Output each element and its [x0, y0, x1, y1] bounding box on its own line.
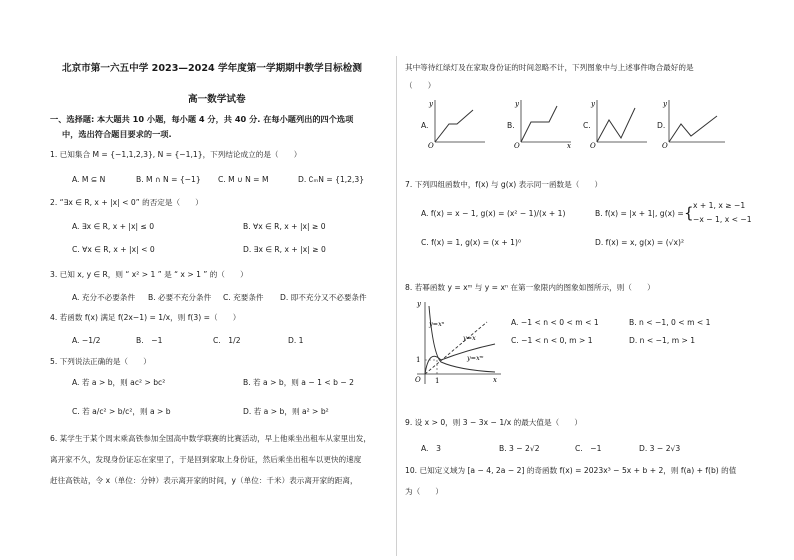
q7-option-c: C. f(x) = 1, g(x) = (x + 1)⁰ — [421, 238, 521, 247]
graph-a-y-label: y — [429, 100, 433, 108]
q1-option-a: A. M ⊆ N — [72, 175, 106, 184]
q2-option-c: C. ∀x ∈ R, x + |x| < 0 — [72, 245, 155, 254]
q5-stem: 5. 下列说法正确的是（ ） — [50, 357, 151, 366]
q1-option-b: B. M ∩ N = {−1} — [136, 175, 201, 184]
q6-graph-c-label: C. — [583, 121, 591, 130]
q6-graph-a — [427, 96, 487, 148]
q8-option-a: A. −1 < n < 0 < m < 1 — [511, 318, 599, 327]
q4-option-a: A. −1/2 — [72, 336, 101, 345]
q8-curve-xn — [429, 306, 495, 372]
q7-option-a: A. f(x) = x − 1, g(x) = (x² − 1)/(x + 1) — [421, 209, 566, 218]
graph-b-y-label: y — [515, 100, 519, 108]
q8-label-x: y=x — [463, 334, 476, 342]
q6-graph-d-label: D. — [657, 121, 666, 130]
q3-stem: 3. 已知 x, y ∈ R，则 “ x² > 1 ” 是 “ x > 1 ” 的（ ） — [50, 270, 248, 279]
q6-graph-b-label: B. — [507, 121, 515, 130]
section-heading-cont: 中，选出符合题目要求的一项. — [62, 129, 172, 139]
q6-line-3: 赶往高铁站，令 x（单位：分钟）表示离开家的时间，y（单位：千米）表示离开家的距离， — [50, 476, 358, 485]
q2-stem: 2. “∃x ∈ R, x + |x| < 0” 的否定是（ ） — [50, 198, 203, 207]
q8-option-c: C. −1 < n < 0, m > 1 — [511, 336, 593, 345]
q6-line-2: 离开家不久，发现身份证忘在家里了，于是回到家取上身份证，然后乘坐出租车以更快的速度 — [50, 455, 362, 464]
q7-option-b-case2: −x − 1, x < −1 — [693, 215, 752, 224]
q6-graph-a-label: A. — [421, 121, 429, 130]
q5-option-c: C. 若 a/c² > b/c²，则 a > b — [72, 407, 171, 416]
column-divider — [396, 56, 397, 556]
graph-a-origin: O — [428, 142, 434, 148]
exam-title: 北京市第一六五中学 2023—2024 学年度第一学期期中教学目标检测 — [62, 63, 362, 74]
q8-label-one-x: 1 — [435, 377, 440, 385]
q6-cont-line-2: （ ） — [405, 81, 436, 90]
q8-label-xm: y=xᵐ — [467, 354, 484, 362]
q3-option-b: B. 必要不充分条件 — [148, 293, 212, 302]
graph-d-origin: O — [662, 142, 668, 148]
q3-option-c: C. 充要条件 — [223, 293, 264, 302]
graph-d-y-label: y — [663, 100, 667, 108]
q9-option-d: D. 3 − 2√3 — [639, 444, 681, 453]
q9-option-b: B. 3 − 2√2 — [499, 444, 540, 453]
q8-power-function-graph — [407, 298, 505, 388]
q3-option-d: D. 即不充分又不必要条件 — [280, 293, 367, 302]
q3-option-a: A. 充分不必要条件 — [72, 293, 136, 302]
q2-option-d: D. ∃x ∈ R, x + |x| ≥ 0 — [243, 245, 326, 254]
q6-graph-c — [589, 96, 649, 148]
exam-subtitle: 高一数学试卷 — [188, 94, 246, 105]
q8-label-xn: y=xⁿ — [429, 320, 445, 328]
q8-option-d: D. n < −1, m > 1 — [629, 336, 696, 345]
q5-option-d: D. 若 a > b，则 a² > b² — [243, 407, 329, 416]
q4-option-d: D. 1 — [288, 336, 304, 345]
q7-brace: { — [684, 204, 694, 222]
q10-stem: 10. 已知定义域为 [a − 4, 2a − 2] 的奇函数 f(x) = 2023x³ − 5x + b + 2，则 f(a) + f(b) 的值 — [405, 466, 737, 475]
q9-stem: 9. 设 x > 0，则 3 − 3x − 1/x 的最大值是（ ） — [405, 418, 582, 427]
graph-a-curve — [435, 110, 473, 142]
q5-option-a: A. 若 a > b，则 ac² > bc² — [72, 378, 166, 387]
q8-label-origin: O — [415, 376, 421, 384]
q4-option-b: B. −1 — [136, 336, 163, 345]
q8-label-y: y — [417, 300, 421, 308]
q9-option-c: C. −1 — [575, 444, 602, 453]
q2-option-a: A. ∃x ∈ R, x + |x| ≤ 0 — [72, 222, 155, 231]
graph-b-origin: O — [514, 142, 520, 148]
q10-stem-cont: 为（ ） — [405, 487, 443, 496]
q7-option-d: D. f(x) = x, g(x) = (√x)² — [595, 238, 685, 247]
q5-option-b: B. 若 a > b，则 a − 1 < b − 2 — [243, 378, 355, 387]
q7-stem: 7. 下列四组函数中，f(x) 与 g(x) 表示同一函数是（ ） — [405, 180, 603, 189]
q2-option-b: B. ∀x ∈ R, x + |x| ≥ 0 — [243, 222, 326, 231]
q8-option-b: B. n < −1, 0 < m < 1 — [629, 318, 711, 327]
q7-option-b: B. f(x) = |x + 1|, g(x) = — [595, 209, 684, 218]
q4-stem: 4. 若函数 f(x) 满足 f(2x−1) = 1/x，则 f(3) =（ ） — [50, 313, 241, 322]
q1-option-d: D. ∁ₘN = {1,2,3} — [298, 175, 365, 184]
graph-c-origin: O — [590, 142, 596, 148]
q1-option-c: C. M ∪ N = M — [218, 175, 269, 184]
q1-stem: 1. 已知集合 M = {−1,1,2,3}, N = {−1,1}，下列结论成立的是（ ） — [50, 150, 302, 159]
q9-option-a: A. 3 — [421, 444, 441, 453]
section-heading: 一、选择题: 本大题共 10 小题，每小题 4 分，共 40 分. 在每小题列出的四个选项 — [50, 114, 354, 124]
graph-c-curve — [597, 108, 635, 142]
left-column — [48, 0, 390, 560]
right-column — [403, 0, 753, 560]
q4-option-c: C. 1/2 — [213, 336, 241, 345]
graph-b-curve — [521, 106, 557, 142]
q8-label-x-axis: x — [493, 376, 497, 384]
q6-graph-b — [513, 96, 573, 148]
q6-cont-line-1: 其中等待红绿灯及在家取身份证的时间忽略不计，下列图象中与上述事件吻合最好的是 — [405, 63, 694, 72]
q8-stem: 8. 若幂函数 y = xᵐ 与 y = xⁿ 在第一象限内的图象如图所示，则（ ） — [405, 283, 655, 292]
graph-c-y-label: y — [591, 100, 595, 108]
q7-option-b-case1: x + 1, x ≥ −1 — [693, 201, 746, 210]
graph-b-x-label: x — [567, 142, 571, 148]
q6-graph-d — [661, 96, 727, 148]
q6-line-1: 6. 某学生于某个周末乘高铁参加全国高中数学联赛的比赛活动，早上他乘坐出租车从家里出发， — [50, 434, 371, 443]
graph-d-curve — [669, 116, 717, 142]
q8-label-one-y: 1 — [416, 356, 421, 364]
